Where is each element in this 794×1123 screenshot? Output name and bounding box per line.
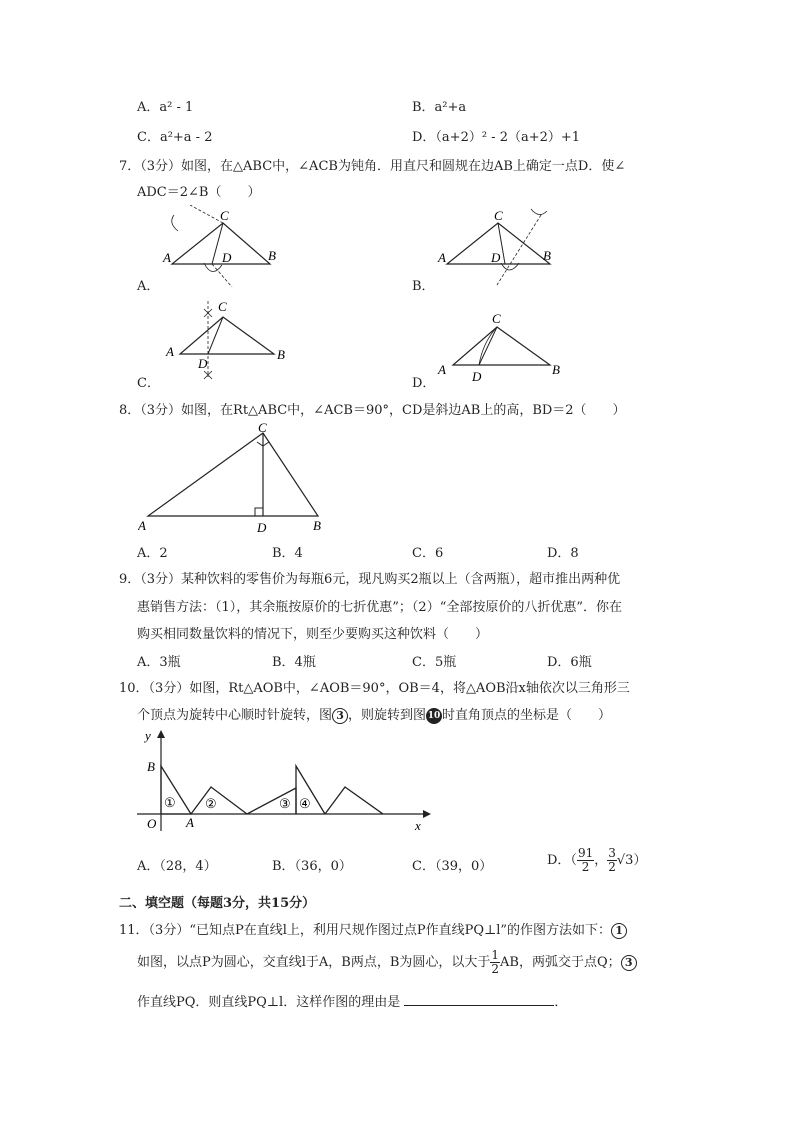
q11-frac-den: 2 (491, 962, 500, 976)
q10-line1: 10．（3分）如图，Rt△AOB中，∠AOB＝90°，OB＝4，将△AOB沿x轴依次以三角形三 (119, 681, 630, 696)
q10-label-3: ③ (279, 796, 291, 811)
q7c-label-d: D (198, 356, 208, 371)
q7c-cross-top (204, 309, 212, 317)
q10-opt-d-fraction2 (607, 847, 617, 874)
q10-line2-part2: ，则旋转到图 (348, 708, 427, 723)
q10-label-y: y (145, 728, 151, 743)
q7d-label-c: C (492, 311, 501, 326)
q7c-label-c: C (218, 299, 227, 314)
q6-option-b: B．a²+a (412, 100, 467, 115)
q10-triangle-2 (191, 787, 247, 814)
q10-line2-part3: 时直角顶点的坐标是（ ） (442, 708, 612, 723)
q10-figure-ref-10: 10 (426, 708, 442, 724)
q7c-triangle (180, 317, 274, 354)
q7-figure-c (160, 297, 290, 387)
q9-option-a: A．3瓶 (137, 655, 181, 670)
q11-line3-text: 作直线PQ．则直线PQ⊥l．这样作图的理由是 (137, 995, 401, 1010)
q7b-dashed-line (497, 215, 541, 285)
q11-line3-end: ． (554, 995, 568, 1010)
q8-figure (138, 420, 338, 538)
q7b-arc1 (531, 209, 547, 215)
q7a-label-d: D (222, 250, 232, 265)
q10-option-b: B．（36，0） (272, 859, 352, 874)
q9-line3: 购买相同数量饮料的情况下，则至少要购买这种饮料（ ） (137, 627, 489, 642)
q10-label-a: A (186, 815, 194, 830)
q11-step-3: 3 (621, 955, 637, 971)
q7-option-b: B． (412, 279, 435, 294)
q7d-triangle (453, 327, 550, 365)
q10-opt-d-fraction1 (577, 847, 594, 874)
q11-line2-part2: AB，两弧交于点Q； (500, 955, 621, 970)
q7-figure-a (160, 205, 290, 290)
section2-title: 二、填空题（每题3分，共15分） (119, 896, 316, 911)
q10-opt-d-num2: 3 (608, 846, 616, 860)
q10-figure-ref-3: 3 (332, 708, 348, 724)
q8-triangle (148, 433, 318, 516)
q7a-label-a: A (163, 250, 171, 265)
q8-label-b: B (313, 518, 321, 533)
q10-option-a: A．（28，4） (137, 859, 217, 874)
q10-option-c: C．（39，0） (412, 859, 493, 874)
q10-x-arrow (423, 810, 431, 818)
q7-option-c: C． (137, 376, 160, 391)
q6-option-c: C．a²+a - 2 (137, 130, 213, 145)
q7c-label-a: A (166, 344, 174, 359)
q7d-label-d: D (472, 369, 482, 384)
q11-line2-part1: 如图，以点P为圆心，交直线l于A，B两点，B为圆心，以大于 (137, 955, 491, 970)
q7b-label-d: D (491, 250, 501, 265)
q10-y-arrow (157, 730, 165, 738)
q10-line2 (137, 704, 611, 724)
q7-stem-line1: 7．（3分）如图，在△ABC中，∠ACB为钝角．用直尺和圆规在边AB上确定一点D．使∠ (119, 159, 626, 174)
q10-label-x: x (415, 818, 421, 833)
q6-option-a: A．a² - 1 (137, 100, 194, 115)
q7a-dashed-line (190, 205, 223, 223)
q10-option-d (547, 847, 646, 874)
q9-option-c: C．5瓶 (412, 655, 457, 670)
q7a-arc1 (172, 215, 178, 231)
q6-option-d: D．（a+2）² - 2（a+2）+1 (412, 130, 581, 145)
q10-line2-part1: 个顶点为旋转中心顺时针旋转，图 (137, 708, 333, 723)
q8-right-angle-d (255, 508, 263, 516)
q7d-segment-cd (479, 327, 497, 365)
q10-label-o: O (147, 816, 157, 831)
q7d-label-b: B (552, 362, 560, 377)
q8-option-c: C．6 (412, 546, 444, 561)
q11-answer-blank[interactable] (404, 993, 554, 1006)
q10-label-1: ① (164, 795, 176, 810)
q10-opt-d-den2: 2 (608, 860, 616, 874)
q9-option-d: D．6瓶 (547, 655, 592, 670)
q7b-label-c: C (494, 208, 503, 223)
q11-fraction (490, 949, 500, 976)
q11-line1-text: 11．（3分）“已知点P在直线l上，利用尺规作图过点P作直线PQ⊥l”的作图方法如下： (119, 923, 612, 938)
q7d-label-a: A (438, 362, 446, 377)
q10-opt-d-prefix: D．（ (547, 853, 577, 868)
q7a-label-c: C (220, 208, 229, 223)
q10-figure (135, 728, 435, 838)
q8-option-a: A．2 (137, 546, 168, 561)
q9-line2: 惠销售方法：（1），其余瓶按原价的七折优惠”；（2）“全部按原价的八折优惠”．你在 (137, 600, 622, 615)
q8-label-d: D (257, 520, 267, 535)
q10-opt-d-sep: ， (594, 853, 608, 868)
q8-label-a: A (138, 518, 146, 533)
q10-triangle-5 (325, 787, 383, 814)
q11-line1 (119, 919, 627, 939)
q8-label-c: C (258, 420, 267, 435)
q8-stem: 8．（3分）如图，在Rt△ABC中，∠ACB＝90°，CD是斜边AB上的高，BD＝2（ ） (119, 403, 626, 418)
q7b-label-b: B (543, 248, 551, 263)
q7c-label-b: B (277, 347, 285, 362)
q7b-label-a: A (438, 250, 446, 265)
q10-opt-d-num1: 91 (577, 846, 594, 860)
q7-stem-line2: ADC＝2∠B（ ） (137, 185, 261, 200)
q7-option-a: A． (137, 279, 160, 294)
q8-option-b: B．4 (272, 546, 303, 561)
q11-line2 (137, 949, 637, 976)
q9-option-b: B．4瓶 (272, 655, 316, 670)
q7c-segment-cd (208, 317, 223, 354)
q7-figure-b (435, 205, 565, 290)
q7a-dashed-line2 (212, 264, 232, 287)
q9-line1: 9．（3分）某种饮料的零售价为每瓶6元，现凡购买2瓶以上（含两瓶），超市推出两种优 (119, 572, 621, 587)
q8-option-d: D．8 (547, 546, 579, 561)
q11-step-1: 1 (611, 923, 627, 939)
q7a-label-b: B (268, 248, 276, 263)
q10-label-4: ④ (299, 796, 311, 811)
q11-frac-num: 1 (491, 948, 500, 962)
q10-label-b: B (147, 759, 155, 774)
q10-opt-d-radical: √3 (616, 853, 634, 868)
q10-opt-d-den1: 2 (581, 860, 590, 874)
q10-label-2: ② (205, 796, 217, 811)
q10-opt-d-suffix: ） (633, 853, 647, 868)
q7-option-d: D． (412, 376, 436, 391)
q7-figure-d (435, 310, 565, 385)
q11-line3 (137, 991, 567, 1010)
